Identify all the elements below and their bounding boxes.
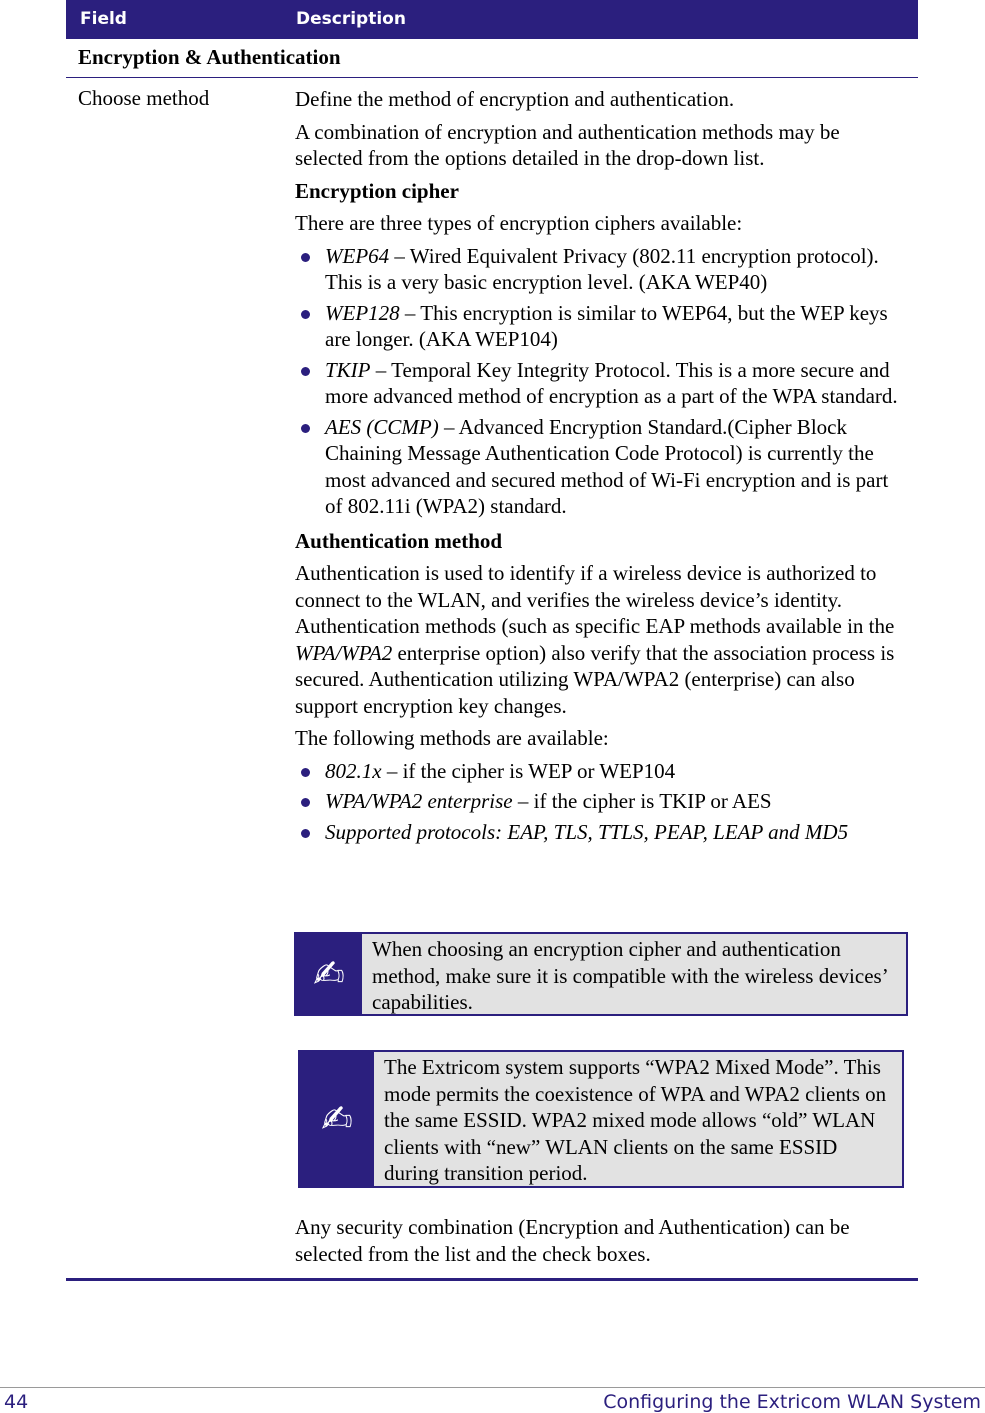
- auth-heading: Authentication method: [295, 528, 503, 553]
- methods-list: [295, 758, 910, 846]
- cipher-heading: Encryption cipher: [295, 178, 459, 203]
- table-header: [66, 0, 918, 39]
- desc-paragraph: A combination of encryption and authentication methods may be selected from the options detailed in the drop-down list.: [295, 119, 840, 170]
- list-item: 802.1x – if the cipher is WEP or WEP104: [295, 758, 910, 785]
- bullet-icon: [301, 367, 310, 376]
- field-name: Choose method: [78, 86, 210, 110]
- bullet-icon: [301, 253, 310, 262]
- bullet-icon: [301, 310, 310, 319]
- bullet-icon: [301, 424, 310, 433]
- bullet-icon: [301, 829, 310, 838]
- section-title: Encryption & Authentication: [78, 45, 341, 69]
- cipher-list: [295, 243, 910, 520]
- auth-paragraph: Authentication is used to identify if a wireless device is authorized to connect to the WLAN, and verifies the wireless device’s identity. Authentication methods (such as specific EAP methods available in the WPA/WPA2 enterprise option) also verify that the association process is secured. Authentication utilizing WPA/WPA2 (enterprise) can also support encryption key changes.: [295, 561, 895, 718]
- note-box: [298, 1050, 904, 1188]
- section-divider: [66, 77, 918, 78]
- writing-hand-icon: ✍: [300, 1052, 374, 1186]
- writing-hand-icon: ✍: [296, 934, 362, 1014]
- page-number: 44: [4, 1391, 29, 1413]
- list-item: Supported protocols: EAP, TLS, TTLS, PEAP, LEAP and MD5: [295, 819, 910, 846]
- description-cell: [295, 86, 910, 853]
- header-description: Description: [296, 9, 406, 29]
- footer-divider: [0, 1387, 985, 1388]
- bullet-icon: [301, 798, 310, 807]
- methods-intro: The following methods are available:: [295, 726, 609, 750]
- list-item: AES (CCMP) – Advanced Encryption Standard.(Cipher Block Chaining Message Authentication Code Protocol) is currently the most advanced and secured method of Wi-Fi encryption and is part of 802.11i (WPA2) standard.: [295, 414, 910, 520]
- chapter-title: Configuring the Extricom WLAN System: [603, 1391, 981, 1413]
- note-box: [294, 932, 908, 1016]
- table-bottom-rule: [66, 1278, 918, 1281]
- desc-paragraph: Define the method of encryption and authentication.: [295, 87, 735, 111]
- list-item: TKIP – Temporal Key Integrity Protocol. This is a more secure and more advanced method of encryption as a part of the WPA standard.: [295, 357, 910, 410]
- list-item: WPA/WPA2 enterprise – if the cipher is TKIP or AES: [295, 788, 910, 815]
- closing-paragraph: Any security combination (Encryption and Authentication) can be selected from the list and the check boxes.: [295, 1215, 850, 1266]
- cipher-intro: There are three types of encryption ciphers available:: [295, 211, 743, 235]
- header-field: Field: [80, 9, 127, 29]
- note-text: When choosing an encryption cipher and authentication method, make sure it is compatible with the wireless devices’ capabilities.: [372, 937, 888, 1014]
- bullet-icon: [301, 768, 310, 777]
- note-text: The Extricom system supports “WPA2 Mixed Mode”. This mode permits the coexistence of WPA and WPA2 clients on the same ESSID. WPA2 mixed mode allows “old” WLAN clients with “new” WLAN clients on the same ESSID during transition period.: [384, 1055, 887, 1185]
- list-item: WEP128 – This encryption is similar to WEP64, but the WEP keys are longer. (AKA WEP104): [295, 300, 910, 353]
- list-item: WEP64 – Wired Equivalent Privacy (802.11 encryption protocol). This is a very basic encryption level. (AKA WEP40): [295, 243, 910, 296]
